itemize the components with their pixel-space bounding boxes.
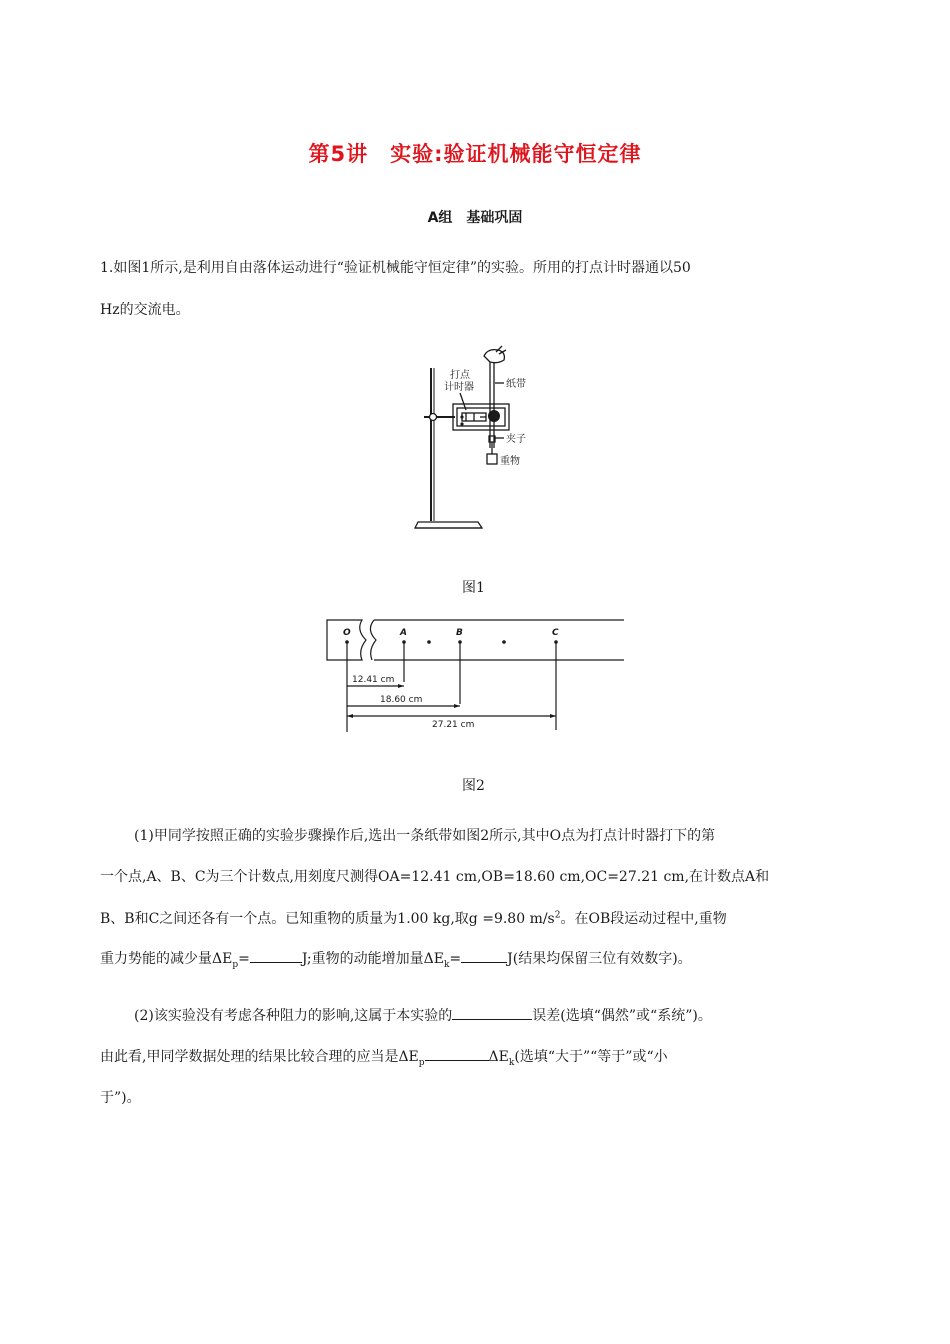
figure1-apparatus bbox=[400, 338, 560, 538]
question-text-line2: Hz的交流电。 bbox=[100, 302, 190, 318]
part1-line3 bbox=[100, 908, 727, 928]
part1-line4-text-a: 重力势能的减少量ΔE bbox=[100, 951, 233, 967]
answer-blank-ep[interactable] bbox=[250, 948, 302, 963]
part2-line2 bbox=[100, 1046, 668, 1068]
part1-line4-text-e: J(结果均保留三位有效数字)。 bbox=[507, 951, 692, 967]
point-a-label: A bbox=[400, 628, 407, 638]
distance-oa: 12.41 cm bbox=[352, 675, 395, 685]
part2-line2-text-c: (选填“大于”“等于”或“小 bbox=[514, 1049, 668, 1065]
answer-blank-error-type[interactable] bbox=[452, 1005, 532, 1020]
part1-line1: (1)甲同学按照正确的实验步骤操作后,选出一条纸带如图2所示,其中O点为打点计时器打下的第 bbox=[134, 828, 716, 844]
part1-line2: 一个点,A、B、C为三个计数点,用刻度尺测得OA=12.41 cm,OB=18.60 cm,OC=27.21 cm,在计数点A和 bbox=[100, 869, 770, 885]
part2-line3: 于”)。 bbox=[100, 1090, 141, 1106]
label-timer-2: 计时器 bbox=[444, 382, 474, 393]
point-o-label: O bbox=[343, 628, 351, 638]
label-tape: 纸带 bbox=[506, 379, 526, 390]
part1-superscript: 2 bbox=[554, 910, 561, 921]
label-weight: 重物 bbox=[500, 456, 520, 467]
part1-line4-eq2: = bbox=[449, 951, 462, 967]
part2-line2-text-b: ΔE bbox=[488, 1049, 509, 1065]
answer-blank-ek[interactable] bbox=[461, 948, 507, 963]
part1-line4-eq1: = bbox=[238, 951, 250, 967]
section-heading: A组 基础巩固 bbox=[427, 210, 523, 226]
part2-line1-text-b: 误差(选填“偶然”或“系统”)。 bbox=[532, 1008, 712, 1024]
part1-line4-text-c: J;重物的动能增加量ΔE bbox=[301, 951, 444, 967]
part2-line1 bbox=[134, 1005, 712, 1025]
point-c-label: C bbox=[552, 628, 559, 638]
label-clip: 夹子 bbox=[506, 434, 526, 445]
point-b-label: B bbox=[456, 628, 463, 638]
part2-line2-text-a: 由此看,甲同学数据处理的结果比较合理的应当是ΔE bbox=[100, 1049, 419, 1065]
figure2-caption: 图2 bbox=[462, 778, 485, 794]
question-text-line1: 1.如图1所示,是利用自由落体运动进行“验证机械能守恒定律”的实验。所用的打点计时器通以50 bbox=[100, 260, 691, 276]
answer-blank-compare[interactable] bbox=[425, 1046, 489, 1061]
part1-sub-k: k bbox=[443, 959, 450, 970]
distance-oc: 27.21 cm bbox=[432, 720, 475, 730]
part1-line3-text-a: B、B和C之间还各有一个点。已知重物的质量为1.00 kg,取g =9.80 m/s bbox=[100, 911, 555, 927]
distance-ob: 18.60 cm bbox=[380, 695, 423, 705]
part2-sub-k: k bbox=[508, 1057, 515, 1068]
figure1-caption: 图1 bbox=[462, 580, 485, 596]
part1-line4 bbox=[100, 948, 692, 970]
part1-line3-text-b: 。在OB段运动过程中,重物 bbox=[560, 911, 727, 927]
part2-line1-text-a: (2)该实验没有考虑各种阻力的影响,这属于本实验的 bbox=[134, 1008, 453, 1024]
part1-sub-p: p bbox=[232, 959, 239, 970]
page-title: 第5讲 实验:验证机械能守恒定律 bbox=[308, 142, 642, 166]
figure2-paper-tape bbox=[322, 612, 632, 737]
part2-sub-p: p bbox=[418, 1057, 425, 1068]
label-timer-1: 打点 bbox=[450, 370, 470, 381]
